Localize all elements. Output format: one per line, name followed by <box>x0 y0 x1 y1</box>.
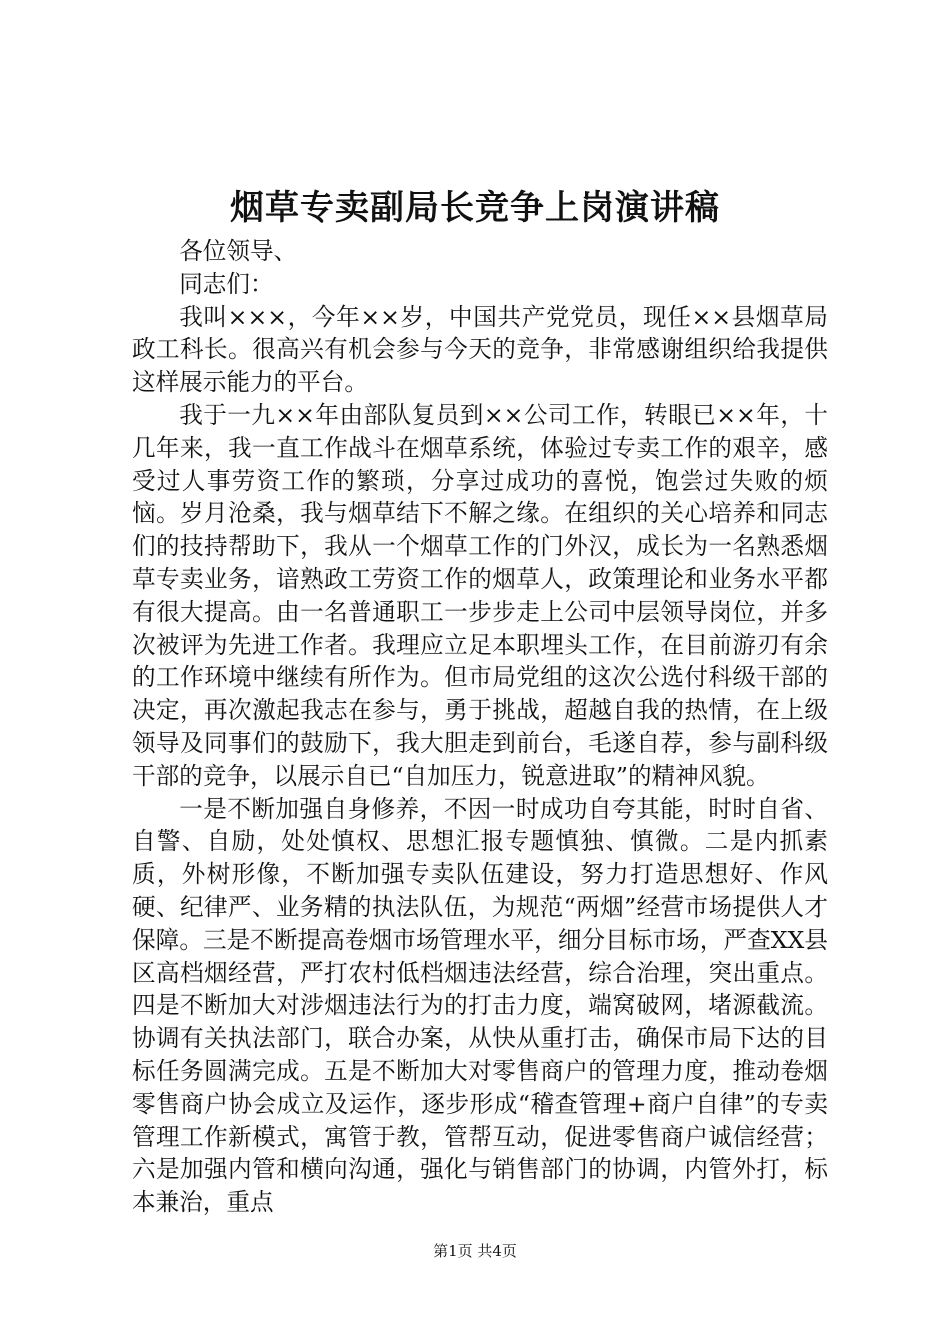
salutation-line-1: 各位领导、 <box>179 237 298 265</box>
salutation-line-2: 同志们： <box>179 269 274 298</box>
document-title: 烟草专卖副局长竞争上岗演讲稿 <box>230 188 720 228</box>
document-body <box>132 235 828 1219</box>
page-footer: 第1页 共4页 <box>433 1242 517 1260</box>
paragraph-work-plan: 一是不断加强自身修养，不因一时成功自夸其能，时时自省、自警、自励，处处慎权、思想汇报专题慎独、慎微。二是内抓素质，外树形像，不断加强专卖队伍建设，努力打造思想好、作风硬、纪律严、业务精的执法队伍，为规范“两烟”经营市场提供人才保障。三是不断提高卷烟市场管理水平，细分目标市场，严查XX县区高档烟经营，严打农村低档烟违法经营，综合治理，突出重点。四是不断加大对涉烟违法行为的打击力度，端窝破网，堵源截流。协调有关执法部门，联合办案，从快从重打击，确保市局下达的目标任务圆满完成。五是不断加大对零售商户的管理力度，推动卷烟零售商户协会成立及运作，逐步形成“稽查管理+商户自律”的专卖管理工作新模式，寓管于教，管帮互动，促进零售商户诚信经营；六是加强内管和横向沟通，强化与销售部门的协调，内管外打，标本兼治，重点 <box>132 794 828 1217</box>
paragraph-introduction: 我叫×××，今年××岁，中国共产党党员，现任××县烟草局政工科长。很高兴有机会参与今天的竞争，非常感谢组织给我提供这样展示能力的平台。 <box>132 302 828 397</box>
paragraph-experience: 我于一九××年由部队复员到××公司工作，转眼已××年，十几年来，我一直工作战斗在烟草系统，体验过专卖工作的艰辛，感受过人事劳资工作的繁琐，分享过成功的喜悦，饱尝过失败的烦恼。岁月沧桑，我与烟草结下不解之缘。在组织的关心培养和同志们的技持帮助下，我从一个烟草工作的门外汉，成长为一名熟悉烟草专卖业务，谙熟政工劳资工作的烟草人，政策理论和业务水平都有很大提高。由一名普通职工一步步走上公司中层领导岗位，并多次被评为先进工作者。我理应立足本职埋头工作，在目前游刃有余的工作环境中继续有所作为。但市局党组的这次公选付科级干部的决定，再次激起我志在参与，勇于挑战，超越自我的热情，在上级领导及同事们的鼓励下，我大胆走到前台，毛遂自荐，参与副科级干部的竞争，以展示自已“自加压力，锐意进取”的精神风貌。 <box>132 400 828 790</box>
